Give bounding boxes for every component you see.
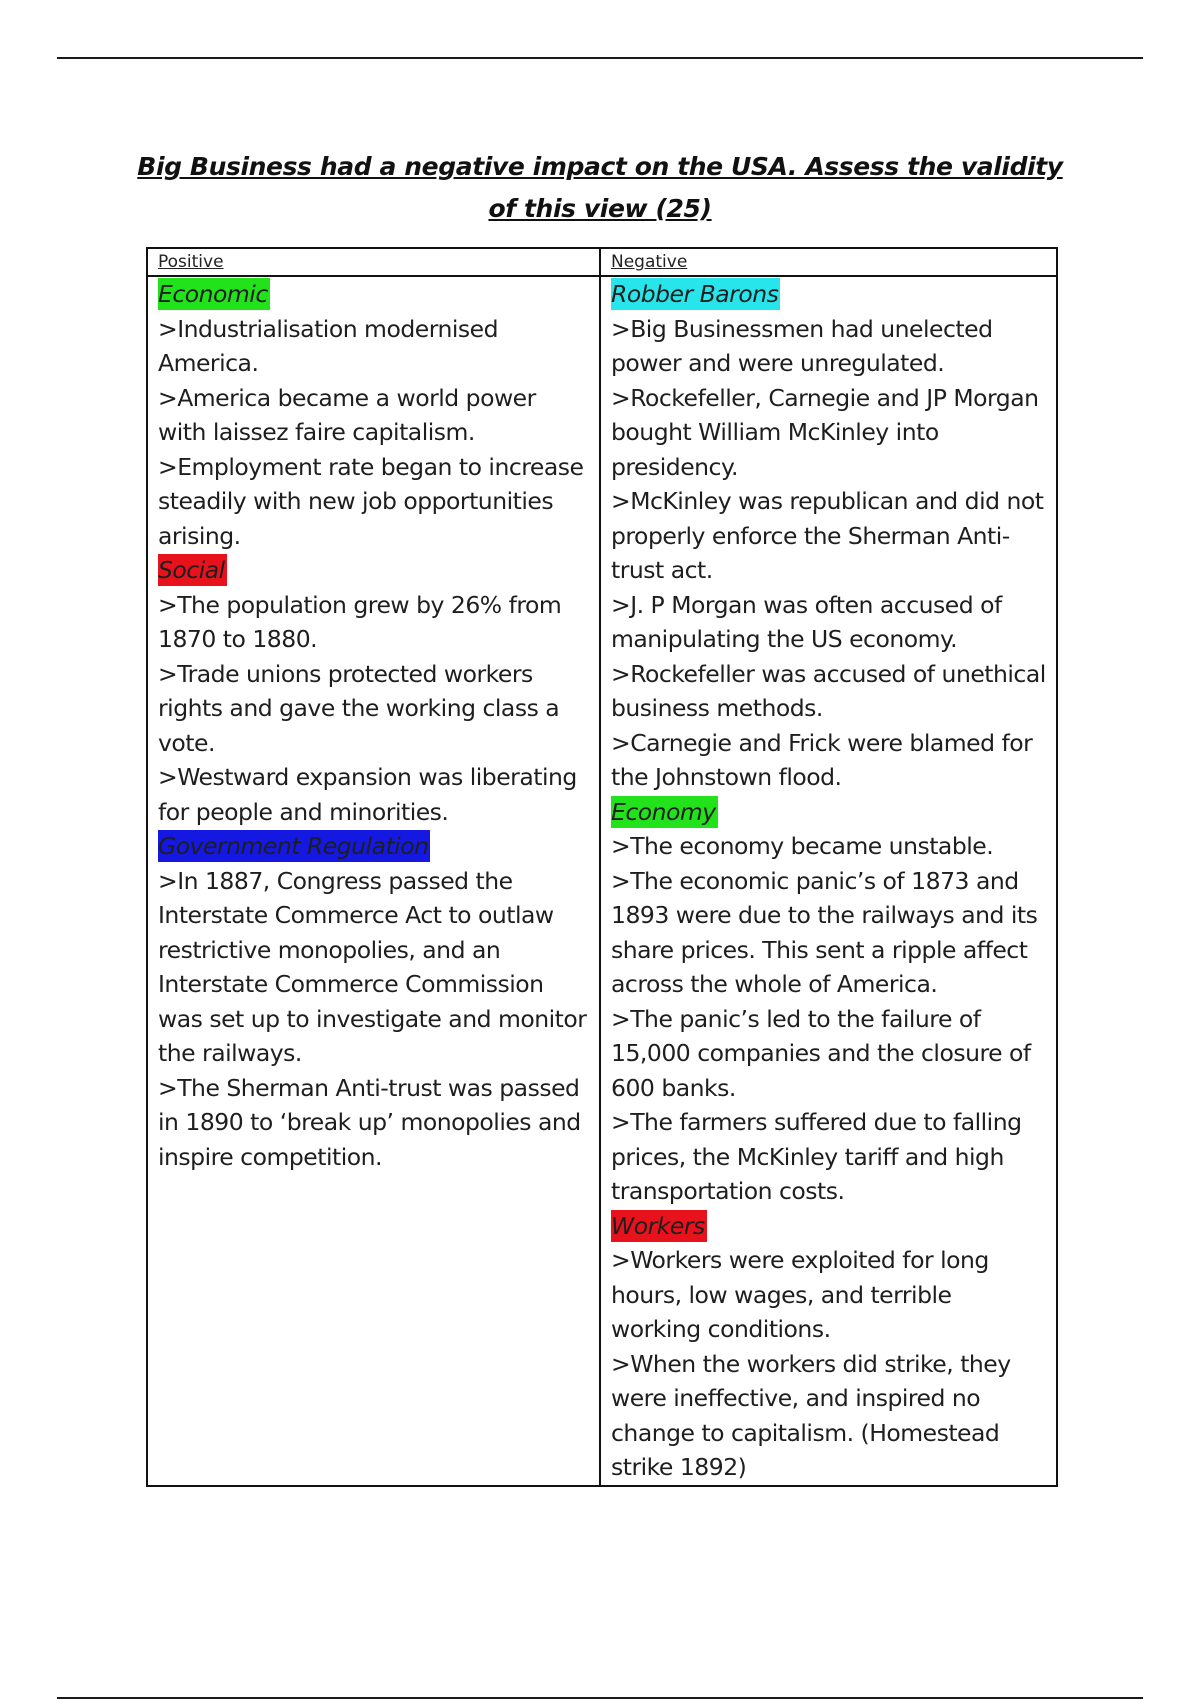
section-workers [611,1209,1046,1485]
positive-column [147,276,600,1486]
list-item: >America became a world power with laissez faire capitalism. [158,383,536,446]
section-economy [611,795,1046,1209]
title-line-1: Big Business had a negative impact on the USA. Assess the validity [137,152,1063,181]
list-item: >The economic panic’s of 1873 and 1893 were due to the railways and its share prices. This sent a ripple affect across the whole of America. [611,866,1038,998]
essay-title [130,146,1070,230]
category-social: Social [158,556,225,584]
category-economic: Economic [158,280,268,308]
negative-header: Negative [611,252,688,272]
top-rule [57,57,1143,59]
list-item: >The panic’s led to the failure of 15,000 companies and the closure of 600 banks. [611,1004,1031,1102]
bottom-rule [57,1697,1143,1699]
list-item: >Carnegie and Frick were blamed for the Johnstown flood. [611,728,1033,791]
section-robber-barons [611,277,1046,795]
category-robber-barons: Robber Barons [611,280,779,308]
list-item: >Employment rate began to increase steadily with new job opportunities arising. [158,452,584,550]
content-row [147,276,1057,1486]
list-item: >The farmers suffered due to falling prices, the McKinley tariff and high transportation costs. [611,1108,1022,1205]
list-item: >When the workers did strike, they were ineffective, and inspired no change to capitalism. (Homestead strike 1892) [611,1349,1011,1481]
section-economic [158,277,589,553]
list-item: >McKinley was republican and did not properly enforce the Sherman Anti-trust act. [611,487,1044,584]
positive-negative-table [146,247,1058,1487]
category-workers: Workers [611,1211,705,1240]
section-government-regulation [158,829,589,1174]
positive-header: Positive [158,252,224,272]
list-item: >Westward expansion was liberating for people and minorities. [158,763,577,826]
list-item: >The Sherman Anti-trust was passed in 1890 to ‘break up’ monopolies and inspire competition. [158,1073,581,1171]
section-social [158,553,589,829]
list-item: >Workers were exploited for long hours, low wages, and terrible working conditions. [611,1246,989,1343]
list-item: >Rockefeller was accused of unethical business methods. [611,659,1046,722]
category-economy: Economy [611,797,716,826]
header-row [147,248,1057,276]
list-item: >The economy became unstable. [611,832,994,860]
negative-header-cell [600,248,1057,276]
list-item: >Rockefeller, Carnegie and JP Morgan bought William McKinley into presidency. [611,383,1039,481]
negative-column [600,276,1057,1486]
list-item: >The population grew by 26% from 1870 to 1880. [158,590,562,653]
list-item: >Big Businessmen had unelected power and were unregulated. [611,314,993,377]
list-item: >In 1887, Congress passed the Interstate Commerce Act to outlaw restrictive monopolies, and an Interstate Commerce Commission was set up to investigate and monitor the railways. [158,866,587,1067]
list-item: >Industrialisation modernised America. [158,314,498,377]
title-line-2: of this view (25) [488,194,712,223]
list-item: >J. P Morgan was often accused of manipulating the US economy. [611,590,1002,653]
positive-header-cell [147,248,600,276]
category-government-regulation: Government Regulation [158,832,429,860]
list-item: >Trade unions protected workers rights and gave the working class a vote. [158,659,560,757]
